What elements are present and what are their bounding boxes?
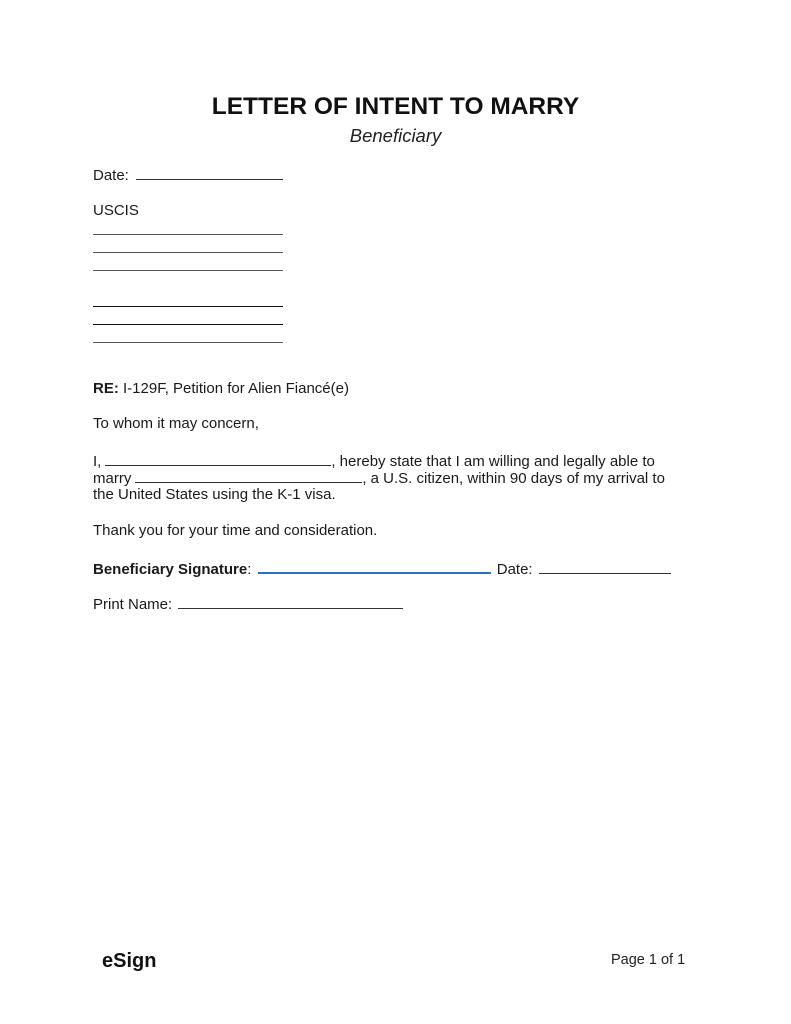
beneficiary-name-field[interactable] bbox=[105, 452, 331, 466]
date-label: Date: bbox=[93, 167, 129, 184]
body-line-1 bbox=[93, 452, 655, 470]
address-line-3[interactable] bbox=[93, 270, 283, 271]
signature-row bbox=[93, 559, 671, 578]
body-line-3: the United States using the K-1 visa. bbox=[93, 486, 336, 503]
address-line-1[interactable] bbox=[93, 234, 283, 235]
date-field[interactable] bbox=[136, 166, 283, 180]
address-line-4[interactable] bbox=[93, 306, 283, 307]
address-line-2[interactable] bbox=[93, 252, 283, 253]
date-row bbox=[93, 166, 283, 184]
petitioner-name-field[interactable] bbox=[135, 469, 362, 483]
document-subtitle: Beneficiary bbox=[349, 125, 442, 146]
signature-label: Beneficiary Signature bbox=[93, 561, 248, 578]
body-line-2-prefix: marry bbox=[93, 470, 132, 487]
body-line-1-suffix: , hereby state that I am willing and legally able to bbox=[331, 453, 655, 470]
page-indicator: Page 1 of 1 bbox=[611, 952, 686, 968]
signature-date-field[interactable] bbox=[539, 560, 671, 574]
address-line-6[interactable] bbox=[93, 342, 283, 343]
print-name-field[interactable] bbox=[178, 595, 403, 609]
signature-colon: : bbox=[247, 561, 252, 578]
body-line-2-suffix: , a U.S. citizen, within 90 days of my arrival to bbox=[362, 470, 665, 487]
salutation: To whom it may concern, bbox=[93, 415, 259, 432]
closing: Thank you for your time and consideration. bbox=[93, 522, 378, 539]
document-title: LETTER OF INTENT TO MARRY bbox=[211, 93, 580, 120]
signature-date-label: Date: bbox=[496, 561, 533, 578]
re-text: I-129F, Petition for Alien Fiancé(e) bbox=[123, 380, 349, 397]
print-name-row bbox=[93, 595, 403, 613]
re-line bbox=[93, 380, 349, 397]
body-line-1-prefix: I, bbox=[93, 453, 102, 470]
body-line-2 bbox=[93, 469, 665, 487]
esign-logo: eSign bbox=[102, 950, 157, 972]
re-label: RE: bbox=[93, 380, 119, 397]
recipient: USCIS bbox=[93, 202, 139, 219]
signature-field[interactable] bbox=[258, 559, 491, 574]
print-name-label: Print Name: bbox=[93, 596, 173, 613]
address-line-5[interactable] bbox=[93, 324, 283, 325]
